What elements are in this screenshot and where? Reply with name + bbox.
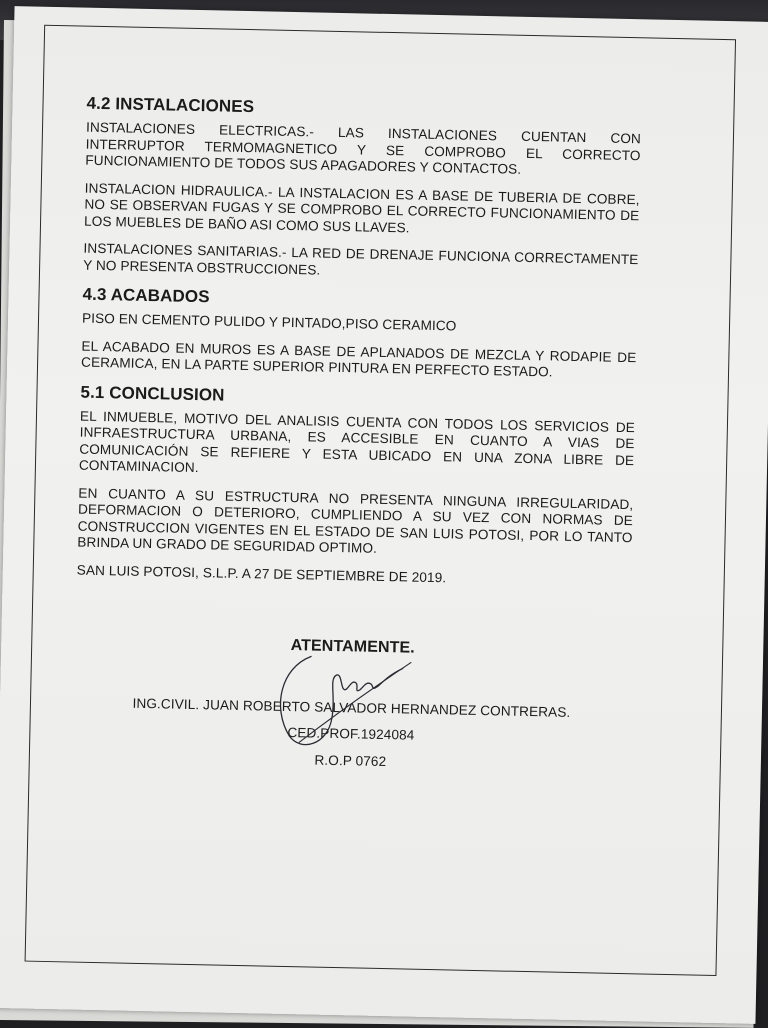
date-line: SAN LUIS POTOSI, S.L.P. A 27 DE SEPTIEMBRE DE 2019.: [76, 562, 447, 585]
paragraph-sanitarias: INSTALACIONES SANITARIAS.- LA RED DE DRENAJE FUNCIONA CORRECTAMENTE Y NO PRESENTA OBSTRUCCIONES.: [83, 240, 639, 278]
paragraph-inmueble: EL INMUEBLE, MOTIVO DEL ANALISIS CUENTA CON TODOS LOS SERVICIOS DE INFRAESTRUCTURA URBANA, ES ACCESIBLE EN CUANTO A VIAS DE COMUNICACIÓN SE REFIERE Y ESTA UBICADO EN UNA ZONA LIBRE DE CONTAMINACION.: [78, 408, 636, 476]
handwritten-signature: [269, 648, 421, 761]
paragraph-hidraulica: INSTALACION HIDRAULICA.- LA INSTALACION ES A BASE DE TUBERIA DE COBRE, NO SE OBSERVAN FUGAS Y SE COMPROBO EL CORRECTO FUNCIONAMIENTO DE LOS MUEBLES DE BAÑO ASI COMO SUS LLAVES.: [83, 180, 640, 235]
document-body: [76, 93, 642, 769]
section-heading: 5.1 CONCLUSION: [80, 382, 225, 405]
section-heading: 4.3 ACABADOS: [82, 284, 210, 307]
section-heading: 4.2 INSTALACIONES: [86, 93, 255, 117]
signer-name: ING.CIVIL. JUAN ROBERTO SALVADOR HERNANDEZ CONTRERAS.: [132, 695, 571, 720]
paragraph-piso: PISO EN CEMENTO PULIDO Y PINTADO,PISO CERAMICO: [81, 310, 457, 334]
cedula-profesional: CED.PROF.1924084: [287, 725, 415, 743]
signature-block: [73, 634, 631, 786]
paragraph-electricas: INSTALACIONES ELECTRICAS.- LAS INSTALACIONES CUENTAN CON INTERRUPTOR TERMOMAGNETICO Y SE COMPROBO EL CORRECTO FUNCIONAMIENTO DE TODOS SUS APAGADORES Y CONTACTOS.: [85, 119, 642, 177]
salutation: ATENTAMENTE.: [290, 637, 415, 657]
section-acabados: [81, 285, 638, 383]
paragraph-muros: EL ACABADO EN MUROS ES A BASE DE APLANADOS DE MEZCLA Y RODAPIE DE CERAMICA, EN LA PARTE SUPERIOR PINTURA EN PERFECTO ESTADO.: [80, 338, 637, 380]
rop-number: R.O.P 0762: [314, 752, 387, 769]
paragraph-estructura: EN CUANTO A SU ESTRUCTURA NO PRESENTA NINGUNA IRREGULARIDAD, DEFORMACION O DETERIORO, CUMPLIENDO A SU VEZ CON NORMAS DE CONSTRUCCION VIGENTES EN EL ESTADO DE SAN LUIS POTOSI, POR LO TANTO BRINDA UN GRADO DE SEGURIDAD OPTIMO.: [77, 485, 634, 556]
document-page: [0, 6, 768, 1024]
section-conclusion: [77, 382, 636, 590]
section-instalaciones: [83, 94, 642, 286]
